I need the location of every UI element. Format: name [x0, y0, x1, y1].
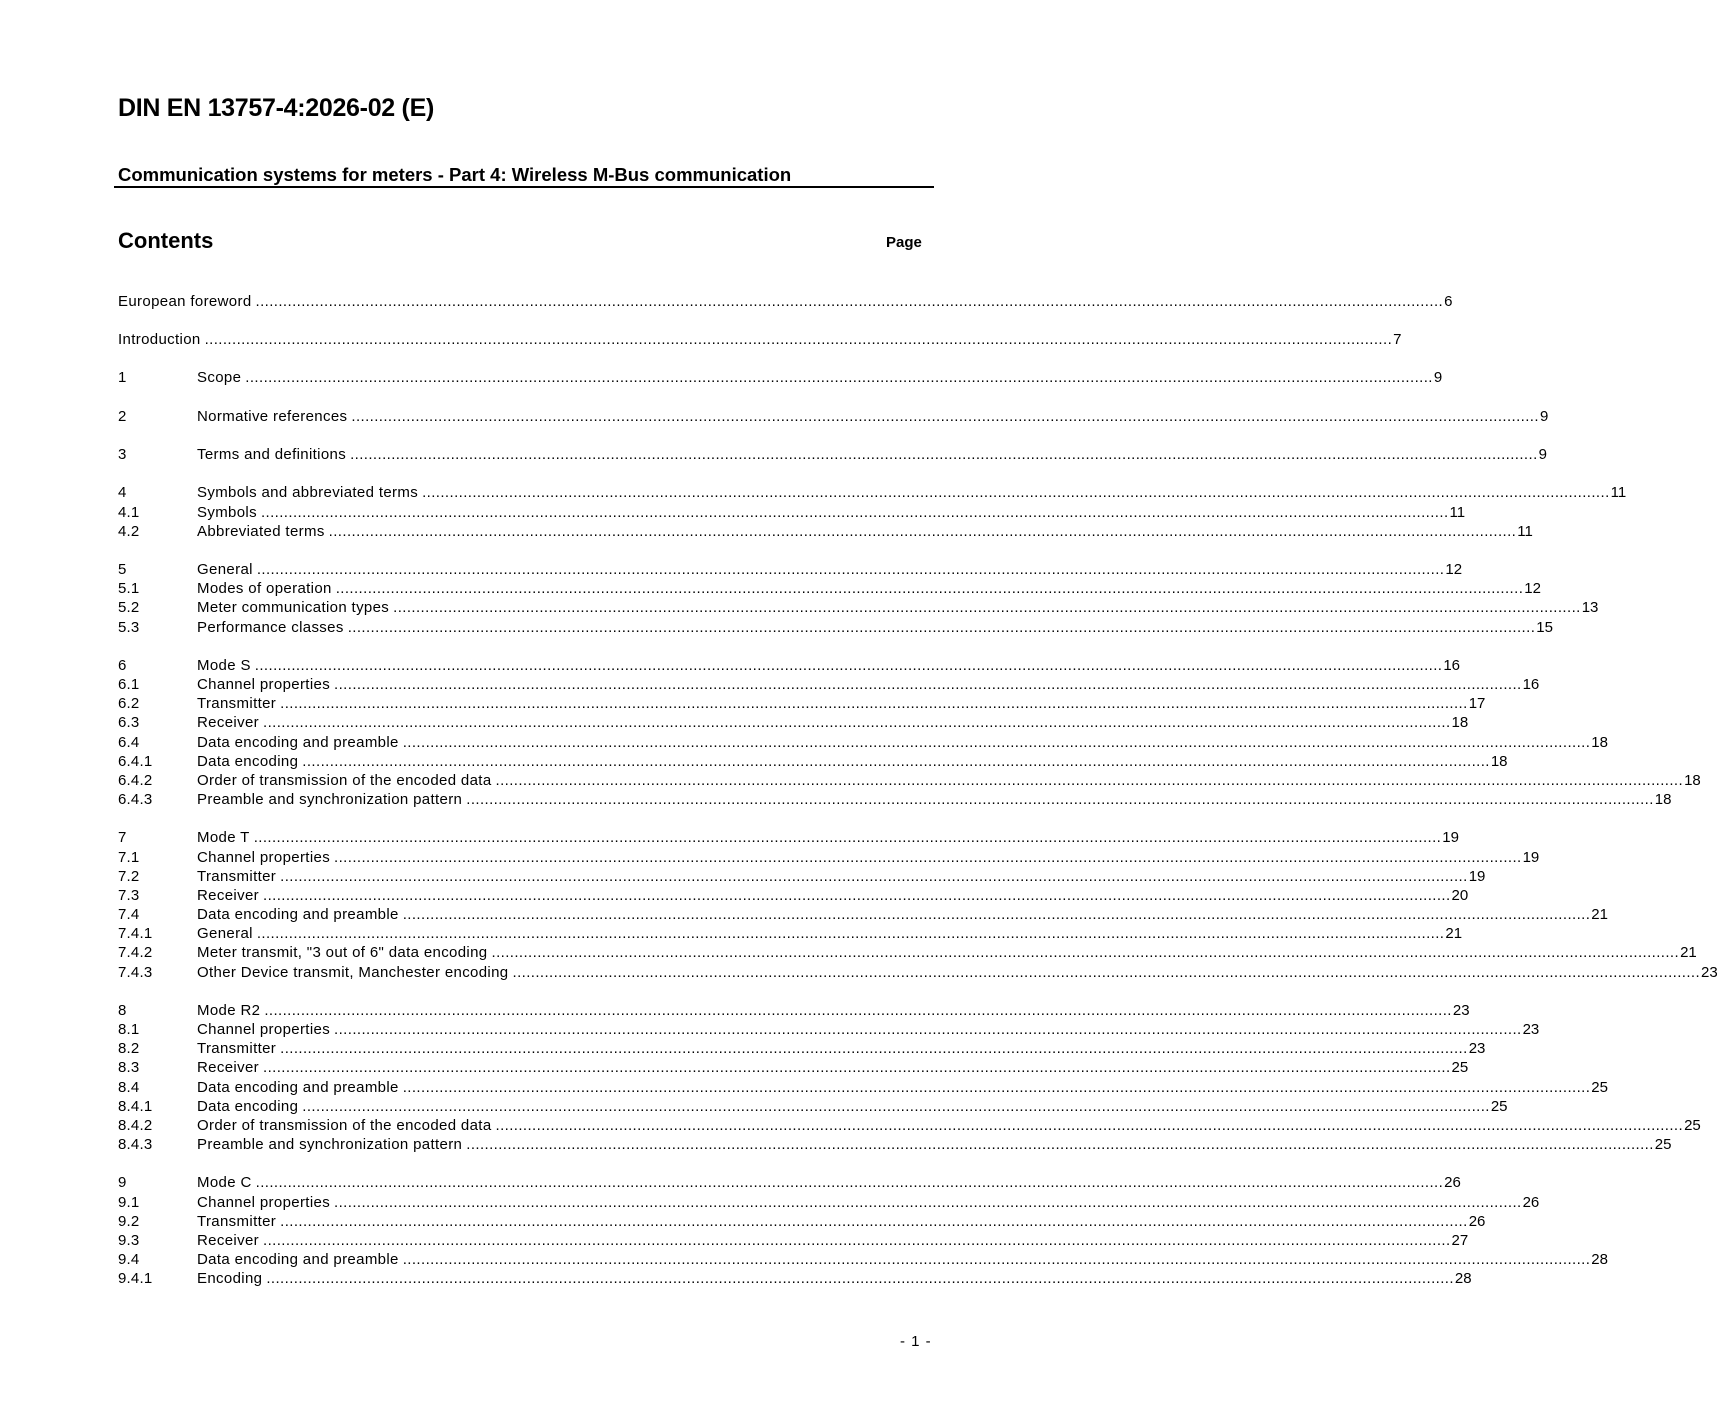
toc-section-number: 2 — [118, 408, 127, 425]
toc-entry[interactable] — [118, 867, 1486, 887]
toc-entry-title: Data encoding and preamble — [197, 734, 399, 751]
toc-entry-title: Terms and definitions — [197, 446, 347, 463]
toc-section-number: 9.4 — [118, 1251, 140, 1268]
toc-page-number: 9 — [1538, 446, 1547, 463]
toc-dot-leader: .................................................................................................................................................................................................................................................................... — [263, 714, 1451, 731]
toc-page-number: 19 — [1442, 829, 1459, 846]
toc-dot-leader: .................................................................................................................................................................................................................................................................... — [351, 408, 1539, 425]
toc-entry-title: Data encoding and preamble — [197, 906, 399, 923]
toc-page-number: 23 — [1701, 964, 1718, 981]
toc-entry-title: Channel properties — [197, 1021, 331, 1038]
toc-entry[interactable] — [118, 292, 1453, 312]
toc-dot-leader: .................................................................................................................................................................................................................................................................... — [255, 293, 1444, 310]
toc-dot-leader: .................................................................................................................................................................................................................................................................... — [256, 561, 1445, 578]
toc-page-number: 21 — [1445, 925, 1463, 942]
toc-entry-title: Mode T — [197, 829, 250, 846]
toc-page-number: 18 — [1684, 772, 1701, 789]
toc-dot-leader: .................................................................................................................................................................................................................................................................... — [334, 1021, 1522, 1038]
toc-page-number: 21 — [1680, 944, 1697, 961]
toc-entry-title: Receiver — [197, 1232, 259, 1249]
toc-entry[interactable] — [118, 790, 1672, 810]
toc-entry[interactable] — [118, 1058, 1469, 1078]
toc-dot-leader: .................................................................................................................................................................................................................................................................... — [266, 1270, 1454, 1287]
toc-entry-title: Symbols — [197, 504, 257, 521]
toc-page-number: 27 — [1451, 1232, 1469, 1249]
toc-entry[interactable] — [118, 522, 1533, 542]
toc-entry[interactable] — [118, 330, 1402, 350]
toc-page-number: 16 — [1443, 657, 1461, 674]
toc-section-number: 7.4.3 — [118, 964, 153, 981]
toc-section-number: 5.2 — [118, 599, 140, 616]
toc-page-number: 11 — [1449, 504, 1466, 521]
toc-entry[interactable] — [118, 483, 1627, 503]
toc-entry[interactable] — [118, 1135, 1672, 1155]
toc-dot-leader: .................................................................................................................................................................................................................................................................... — [512, 964, 1701, 981]
toc-page-number: 25 — [1654, 1136, 1672, 1153]
toc-entry-title: Receiver — [197, 887, 259, 904]
toc-dot-leader: .................................................................................................................................................................................................................................................................... — [280, 695, 1468, 712]
toc-entry-title: Order of transmission of the encoded data — [197, 1117, 492, 1134]
toc-dot-leader: .................................................................................................................................................................................................................................................................... — [466, 791, 1654, 808]
toc-page-number: 15 — [1536, 619, 1553, 636]
toc-section-number: 6.4.3 — [118, 791, 153, 808]
toc-dot-leader: .................................................................................................................................................................................................................................................................... — [393, 599, 1581, 616]
toc-entry[interactable] — [118, 943, 1697, 963]
toc-page-number: 16 — [1522, 676, 1540, 693]
toc-dot-leader: .................................................................................................................................................................................................................................................................... — [263, 1232, 1451, 1249]
toc-entry-title: Scope — [197, 369, 242, 386]
toc-page-number: 9 — [1539, 408, 1549, 425]
toc-dot-leader: .................................................................................................................................................................................................................................................................... — [263, 1059, 1451, 1076]
toc-page-number: 25 — [1451, 1059, 1469, 1076]
toc-page-number: 9 — [1433, 369, 1443, 386]
toc-page-number: 23 — [1468, 1040, 1486, 1057]
toc-dot-leader: .................................................................................................................................................................................................................................................................... — [495, 1117, 1684, 1134]
toc-entry-title: Performance classes — [197, 619, 344, 636]
toc-entry-title: Other Device transmit, Manchester encoding — [197, 964, 509, 981]
toc-entry[interactable] — [118, 905, 1608, 925]
toc-dot-leader: .................................................................................................................................................................................................................................................................... — [334, 1194, 1522, 1211]
toc-entry-title: Preamble and synchronization pattern — [197, 1136, 463, 1153]
toc-entry[interactable] — [118, 445, 1547, 465]
toc-entry[interactable] — [118, 713, 1469, 733]
toc-entry-title: Meter transmit, "3 out of 6" data encoding — [197, 944, 488, 961]
toc-entry[interactable] — [118, 675, 1540, 695]
toc-entry-title: Meter communication types — [197, 599, 390, 616]
toc-section-number: 9 — [118, 1174, 127, 1191]
toc-entry-title: Mode S — [197, 657, 251, 674]
toc-dot-leader: .................................................................................................................................................................................................................................................................... — [350, 446, 1538, 463]
toc-dot-leader: .................................................................................................................................................................................................................................................................... — [253, 829, 1442, 846]
toc-dot-leader: .................................................................................................................................................................................................................................................................... — [264, 1002, 1452, 1019]
toc-page-number: 13 — [1581, 599, 1599, 616]
toc-dot-leader: .................................................................................................................................................................................................................................................................... — [280, 1040, 1468, 1057]
toc-page-number: 6 — [1444, 293, 1453, 310]
toc-page-number: 17 — [1468, 695, 1486, 712]
toc-entry[interactable] — [118, 1231, 1469, 1251]
toc-section-number: 8.1 — [118, 1021, 140, 1038]
toc-entry[interactable] — [118, 828, 1459, 848]
toc-section-number: 6.3 — [118, 714, 140, 731]
toc-section-number: 4.2 — [118, 523, 140, 540]
toc-entry-title: Mode R2 — [197, 1002, 261, 1019]
toc-entry[interactable] — [118, 560, 1463, 580]
toc-dot-leader: .................................................................................................................................................................................................................................................................... — [334, 849, 1522, 866]
toc-entry-title: Transmitter — [197, 868, 277, 885]
toc-dot-leader: .................................................................................................................................................................................................................................................................... — [254, 657, 1443, 674]
toc-entry[interactable] — [118, 1078, 1608, 1098]
toc-entry-title: Modes of operation — [197, 580, 332, 597]
toc-section-number: 5.3 — [118, 619, 140, 636]
toc-entry-title: Encoding — [197, 1270, 263, 1287]
toc-section-number: 7.2 — [118, 868, 140, 885]
toc-entry-title: Receiver — [197, 714, 259, 731]
toc-section-number: 6 — [118, 657, 127, 674]
toc-page-number: 18 — [1591, 734, 1608, 751]
toc-entry[interactable] — [118, 368, 1443, 388]
toc-entry[interactable] — [118, 848, 1540, 868]
toc-page-number: 25 — [1490, 1098, 1508, 1115]
toc-entry-title: Data encoding — [197, 1098, 299, 1115]
toc-entry[interactable] — [118, 924, 1463, 944]
toc-entry[interactable] — [118, 1001, 1470, 1021]
toc-page-number: 28 — [1591, 1251, 1608, 1268]
toc-section-number: 5 — [118, 561, 127, 578]
toc-entry-title: Data encoding — [197, 753, 299, 770]
toc-entry-title: Transmitter — [197, 695, 277, 712]
toc-dot-leader: .................................................................................................................................................................................................................................................................... — [402, 734, 1591, 751]
toc-page-number: 28 — [1454, 1270, 1472, 1287]
toc-entry-title: Receiver — [197, 1059, 259, 1076]
page-column-heading: Page — [886, 234, 922, 251]
toc-section-number: 6.4.2 — [118, 772, 153, 789]
toc-entry-title: Mode C — [197, 1174, 252, 1191]
toc-page-number: 25 — [1591, 1079, 1608, 1096]
toc-page-number: 11 — [1610, 484, 1627, 501]
toc-dot-leader: .................................................................................................................................................................................................................................................................... — [280, 868, 1468, 885]
toc-page-number: 26 — [1444, 1174, 1461, 1191]
toc-entry[interactable] — [118, 886, 1469, 906]
toc-section-number: 6.4 — [118, 734, 140, 751]
toc-page-number: 26 — [1522, 1194, 1540, 1211]
toc-entry-title: Normative references — [197, 408, 348, 425]
toc-entry[interactable] — [118, 1020, 1540, 1040]
toc-entry[interactable] — [118, 1173, 1461, 1193]
toc-entry-title: Preamble and synchronization pattern — [197, 791, 463, 808]
toc-dot-leader: .................................................................................................................................................................................................................................................................... — [263, 887, 1451, 904]
toc-entry[interactable] — [118, 1250, 1608, 1270]
toc-page-number: 20 — [1451, 887, 1469, 904]
contents-heading: Contents — [118, 228, 214, 253]
toc-page-number: 12 — [1445, 561, 1463, 578]
toc-page-number: 23 — [1522, 1021, 1540, 1038]
toc-section-number: 7.4 — [118, 906, 140, 923]
toc-entry[interactable] — [118, 656, 1461, 676]
toc-entry-title: General — [197, 925, 253, 942]
toc-dot-leader: .................................................................................................................................................................................................................................................................... — [328, 523, 1517, 540]
toc-page-number: 26 — [1468, 1213, 1486, 1230]
toc-entry-title: Channel properties — [197, 849, 331, 866]
toc-entry-title: Transmitter — [197, 1213, 277, 1230]
toc-section-number: 7 — [118, 829, 127, 846]
toc-section-number: 9.2 — [118, 1213, 140, 1230]
toc-section-number: 9.3 — [118, 1232, 140, 1249]
toc-entry[interactable] — [118, 1212, 1486, 1232]
toc-section-number: 8.2 — [118, 1040, 140, 1057]
toc-entry[interactable] — [118, 618, 1553, 638]
toc-entry-title: Channel properties — [197, 1194, 331, 1211]
page-number: - 1 - — [900, 1333, 932, 1350]
toc-section-number: 7.4.2 — [118, 944, 153, 961]
toc-section-number: 9.4.1 — [118, 1270, 153, 1287]
toc-entry[interactable] — [118, 694, 1486, 714]
toc-section-number: 8.4.2 — [118, 1117, 153, 1134]
toc-page-number: 18 — [1490, 753, 1508, 770]
toc-dot-leader: .................................................................................................................................................................................................................................................................... — [204, 331, 1393, 348]
toc-section-number: 8.3 — [118, 1059, 140, 1076]
toc-page-number: 23 — [1452, 1002, 1470, 1019]
toc-dot-leader: .................................................................................................................................................................................................................................................................... — [302, 753, 1490, 770]
toc-entry[interactable] — [118, 598, 1599, 618]
toc-dot-leader: .................................................................................................................................................................................................................................................................... — [491, 944, 1680, 961]
toc-section-number: 9.1 — [118, 1194, 140, 1211]
toc-page-number: 25 — [1684, 1117, 1701, 1134]
toc-section-number: 8 — [118, 1002, 127, 1019]
toc-entry[interactable] — [118, 1116, 1701, 1136]
toc-entry[interactable] — [118, 963, 1718, 983]
toc-entry-title: Data encoding and preamble — [197, 1079, 399, 1096]
toc-dot-leader: .................................................................................................................................................................................................................................................................... — [256, 925, 1445, 942]
toc-section-number: 4.1 — [118, 504, 140, 521]
toc-dot-leader: .................................................................................................................................................................................................................................................................... — [260, 504, 1449, 521]
toc-entry[interactable] — [118, 752, 1508, 772]
toc-entry[interactable] — [118, 733, 1608, 753]
toc-page-number: 11 — [1517, 523, 1533, 540]
toc-section-number: 5.1 — [118, 580, 140, 597]
toc-section-number: 6.4.1 — [118, 753, 153, 770]
toc-dot-leader: .................................................................................................................................................................................................................................................................... — [245, 369, 1433, 386]
toc-dot-leader: .................................................................................................................................................................................................................................................................... — [422, 484, 1610, 501]
toc-section-number: 8.4.3 — [118, 1136, 153, 1153]
toc-section-number: 1 — [118, 369, 127, 386]
toc-entry-title: Abbreviated terms — [197, 523, 325, 540]
toc-entry-title: Order of transmission of the encoded data — [197, 772, 492, 789]
toc-page-number: 18 — [1654, 791, 1672, 808]
toc-page-number: 19 — [1468, 868, 1486, 885]
toc-entry-title: Data encoding and preamble — [197, 1251, 399, 1268]
toc-dot-leader: .................................................................................................................................................................................................................................................................... — [402, 1251, 1591, 1268]
toc-dot-leader: .................................................................................................................................................................................................................................................................... — [280, 1213, 1468, 1230]
toc-section-number: 7.3 — [118, 887, 140, 904]
toc-section-number: 7.1 — [118, 849, 140, 866]
toc-page-number: 19 — [1522, 849, 1540, 866]
toc-entry[interactable] — [118, 1193, 1540, 1213]
toc-entry-title: General — [197, 561, 253, 578]
toc-dot-leader: .................................................................................................................................................................................................................................................................... — [402, 906, 1591, 923]
toc-dot-leader: .................................................................................................................................................................................................................................................................... — [302, 1098, 1490, 1115]
toc-entry[interactable] — [118, 407, 1549, 427]
toc-section-number: 6.1 — [118, 676, 140, 693]
toc-entry-title: Transmitter — [197, 1040, 277, 1057]
toc-page-number: 12 — [1524, 580, 1541, 597]
toc-dot-leader: .................................................................................................................................................................................................................................................................... — [466, 1136, 1654, 1153]
toc-section-number: 7.4.1 — [118, 925, 153, 942]
toc-dot-leader: .................................................................................................................................................................................................................................................................... — [335, 580, 1524, 597]
document-title: DIN EN 13757-4:2026-02 (E) — [118, 94, 434, 122]
toc-entry-title: Introduction — [118, 331, 201, 348]
toc-page-number: 18 — [1451, 714, 1469, 731]
toc-entry-title: European foreword — [118, 293, 252, 310]
toc-section-number: 3 — [118, 446, 127, 463]
toc-entry-title: Channel properties — [197, 676, 331, 693]
toc-entry[interactable] — [118, 579, 1541, 599]
toc-dot-leader: .................................................................................................................................................................................................................................................................... — [255, 1174, 1444, 1191]
toc-entry[interactable] — [118, 771, 1701, 791]
toc-entry[interactable] — [118, 1269, 1472, 1289]
toc-dot-leader: .................................................................................................................................................................................................................................................................... — [347, 619, 1536, 636]
toc-entry[interactable] — [118, 503, 1466, 523]
toc-dot-leader: .................................................................................................................................................................................................................................................................... — [495, 772, 1684, 789]
toc-section-number: 8.4.1 — [118, 1098, 153, 1115]
document-subtitle: Communication systems for meters - Part 4: Wireless M-Bus communication — [118, 164, 792, 185]
toc-section-number: 4 — [118, 484, 127, 501]
toc-dot-leader: .................................................................................................................................................................................................................................................................... — [334, 676, 1522, 693]
toc-section-number: 8.4 — [118, 1079, 140, 1096]
toc-dot-leader: .................................................................................................................................................................................................................................................................... — [402, 1079, 1591, 1096]
toc-entry[interactable] — [118, 1039, 1486, 1059]
toc-entry-title: Symbols and abbreviated terms — [197, 484, 419, 501]
toc-entry[interactable] — [118, 1097, 1508, 1117]
toc-page-number: 7 — [1393, 331, 1402, 348]
toc-section-number: 6.2 — [118, 695, 140, 712]
toc-page-number: 21 — [1591, 906, 1608, 923]
